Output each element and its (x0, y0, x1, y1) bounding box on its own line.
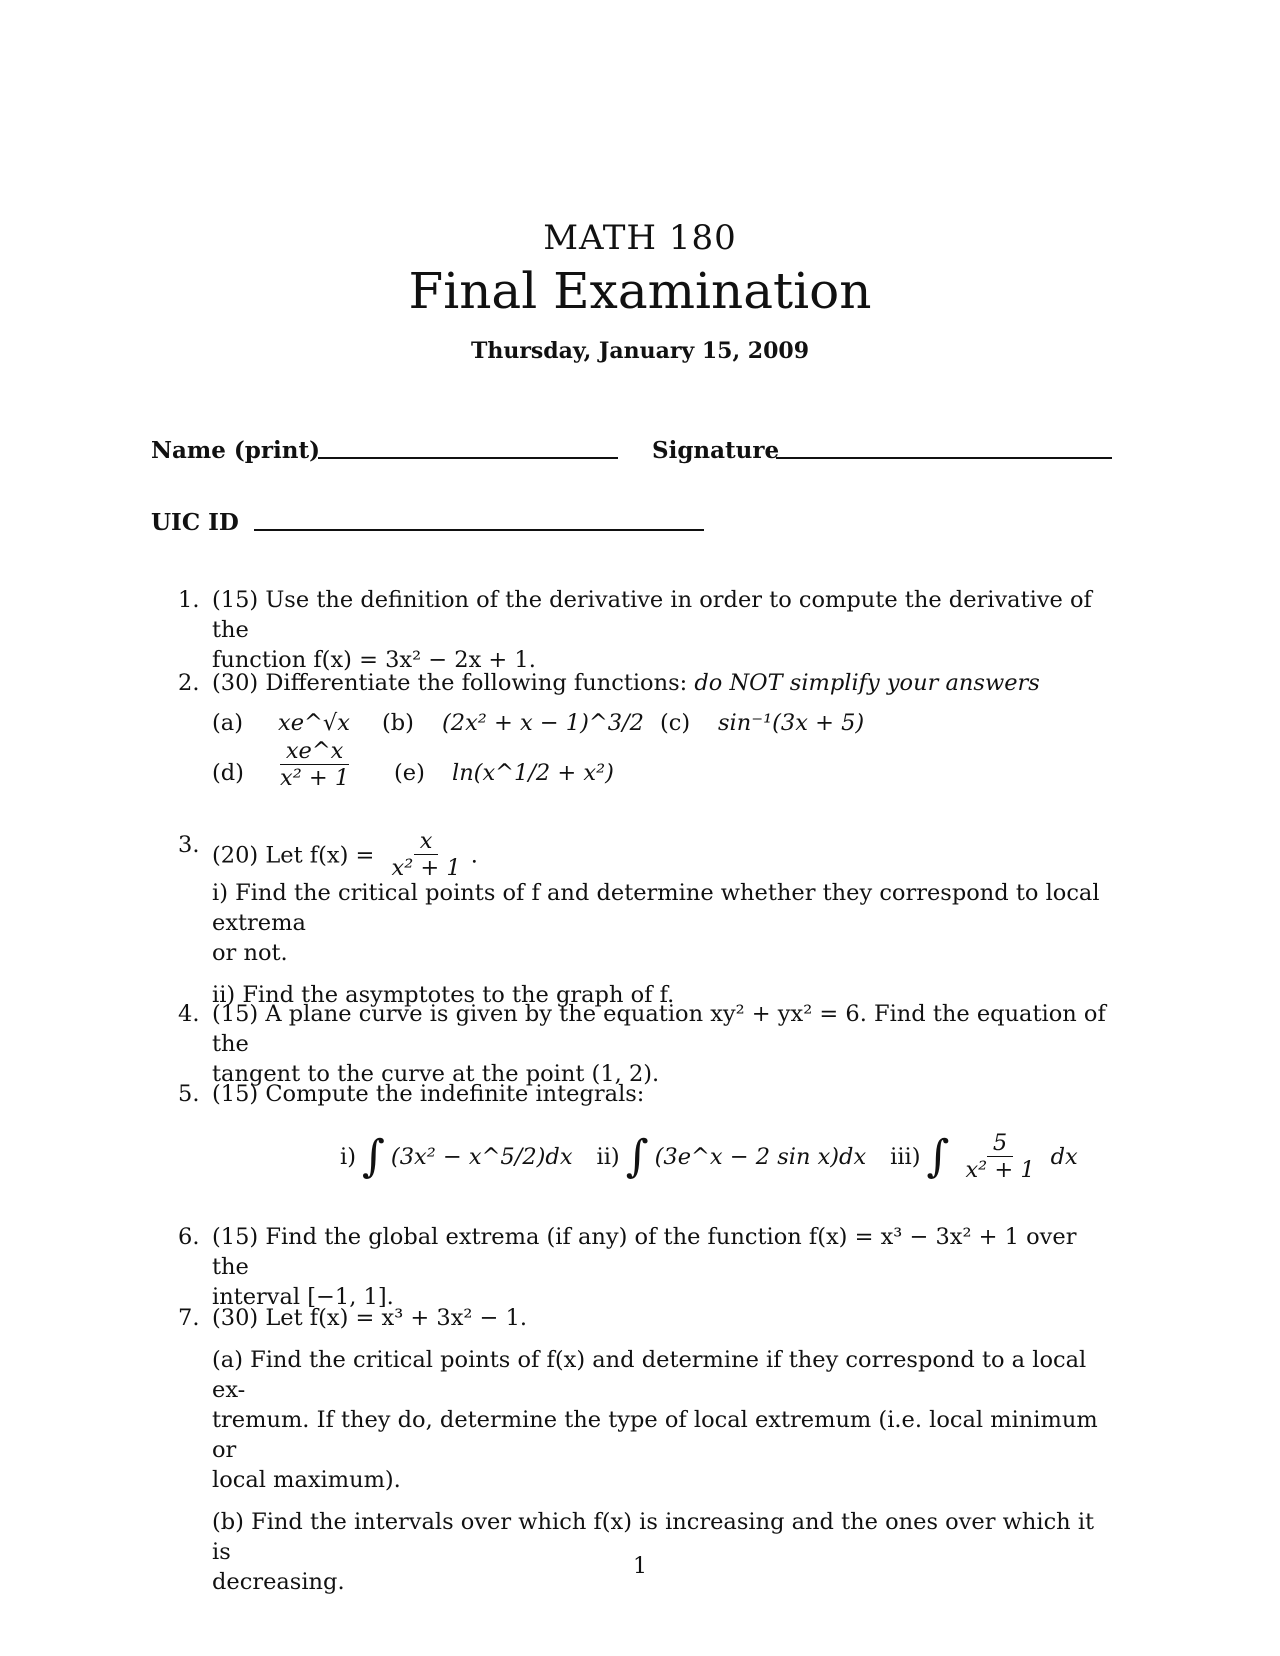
denominator: x² + 1 (965, 1157, 1035, 1183)
item-a-label: (a) (212, 710, 243, 736)
part-b-text: (b) Find the intervals over which f(x) is increasing and the ones over which it is (212, 1509, 1095, 1565)
name-label: Name (print) (151, 437, 320, 464)
uic-id-label: UIC ID (151, 509, 239, 536)
page-number: 1 (633, 1554, 647, 1579)
question-number: 1. (178, 587, 200, 613)
part-a-text: (a) Find the critical points of f(x) and determine if they correspond to a local ex- (212, 1347, 1087, 1403)
question-text: function f(x) = 3x² − 2x + 1. (212, 647, 536, 673)
question-text: (15) Compute the indefinite integrals: (212, 1081, 645, 1107)
uic-id-line[interactable] (254, 529, 704, 531)
item-e-expr: ln(x^1/2 + x²) (452, 760, 614, 786)
question-6 (178, 1222, 1108, 1312)
integral-iii-label: iii) (890, 1143, 921, 1170)
item-e-label: (e) (394, 760, 425, 786)
item-d-expr (270, 738, 359, 791)
question-text: (30) Differentiate the following functions: (212, 670, 695, 696)
signature-line[interactable] (776, 457, 1112, 459)
part-a-text: tremum. If they do, determine the type of local extremum (i.e. local minimum or (212, 1407, 1098, 1463)
integral-ii-expr: (3e^x − 2 sin x)dx (654, 1143, 867, 1170)
exam-date: Thursday, January 15, 2009 (470, 338, 810, 364)
item-c-label: (c) (660, 710, 691, 736)
exam-title: Final Examination (408, 262, 872, 320)
name-line[interactable] (318, 457, 618, 459)
part-a-text: local maximum). (212, 1467, 401, 1493)
part-i-text: i) Find the critical points of f and determine whether they correspond to local extrema (212, 880, 1100, 936)
integral-i-label: i) (340, 1143, 356, 1170)
numerator: x (414, 828, 439, 855)
question-number: 6. (178, 1224, 200, 1250)
question-3-parts (178, 878, 1108, 1010)
fraction (274, 738, 355, 791)
course-code: MATH 180 (543, 218, 737, 258)
integrals-row (340, 1130, 1078, 1183)
question-text: (15) Use the definition of the derivative in order to compute the derivative of the (212, 587, 1092, 643)
integral-i-expr: (3x² − x^5/2)dx (390, 1143, 573, 1170)
question-number: 2. (178, 670, 200, 696)
part-i-text: or not. (212, 940, 288, 966)
question-text: tangent to the curve at the point (1, 2). (212, 1061, 660, 1087)
part-b-text: decreasing. (212, 1569, 345, 1595)
fraction (386, 828, 467, 881)
numerator: xe^x (280, 738, 350, 765)
integral-iii-dx: dx (1050, 1143, 1078, 1170)
question-2 (178, 668, 1108, 698)
question-text: interval [−1, 1]. (212, 1284, 394, 1310)
item-b-label: (b) (382, 710, 414, 736)
question-number: 5. (178, 1081, 200, 1107)
question-text: (15) Find the global extrema (if any) of the function f(x) = x³ − 3x² + 1 over the (212, 1224, 1077, 1280)
integral-ii-label: ii) (596, 1143, 620, 1170)
question-number: 3. (178, 832, 200, 858)
question-instruction: do NOT simplify your answers (694, 670, 1040, 696)
signature-label: Signature (652, 437, 780, 464)
question-text: (30) Let f(x) = x³ + 3x² − 1. (212, 1305, 528, 1331)
integral-sign: ∫ (926, 1131, 950, 1182)
question-5 (178, 1079, 1108, 1109)
denominator: x² + 1 (280, 765, 350, 791)
question-number: 7. (178, 1305, 200, 1331)
question-4 (178, 999, 1108, 1089)
question-text: (15) A plane curve is given by the equation xy² + yx² = 6. Find the equation of the (212, 1001, 1106, 1057)
numerator: 5 (987, 1130, 1013, 1157)
fraction (959, 1130, 1040, 1183)
integral-sign: ∫ (361, 1131, 385, 1182)
item-c-expr: sin⁻¹(3x + 5) (718, 710, 865, 736)
question-number: 4. (178, 1001, 200, 1027)
question-7 (178, 1303, 1108, 1597)
question-1 (178, 585, 1108, 675)
question-text: (20) Let f(x) = (212, 842, 375, 869)
denominator: x² + 1 (391, 855, 461, 881)
question-3: 3. (20) Let f(x) = $\frac{x}{\text{x² + 1}}$ . (178, 828, 478, 881)
part-ii-text: ii) Find the asymptotes to the graph of f. (212, 982, 675, 1008)
item-d-label: (d) (212, 760, 244, 786)
item-b-expr: (2x² + x − 1)^3/2 (442, 710, 644, 736)
item-a-expr: xe^√x (278, 710, 350, 736)
integral-sign: ∫ (625, 1131, 649, 1182)
